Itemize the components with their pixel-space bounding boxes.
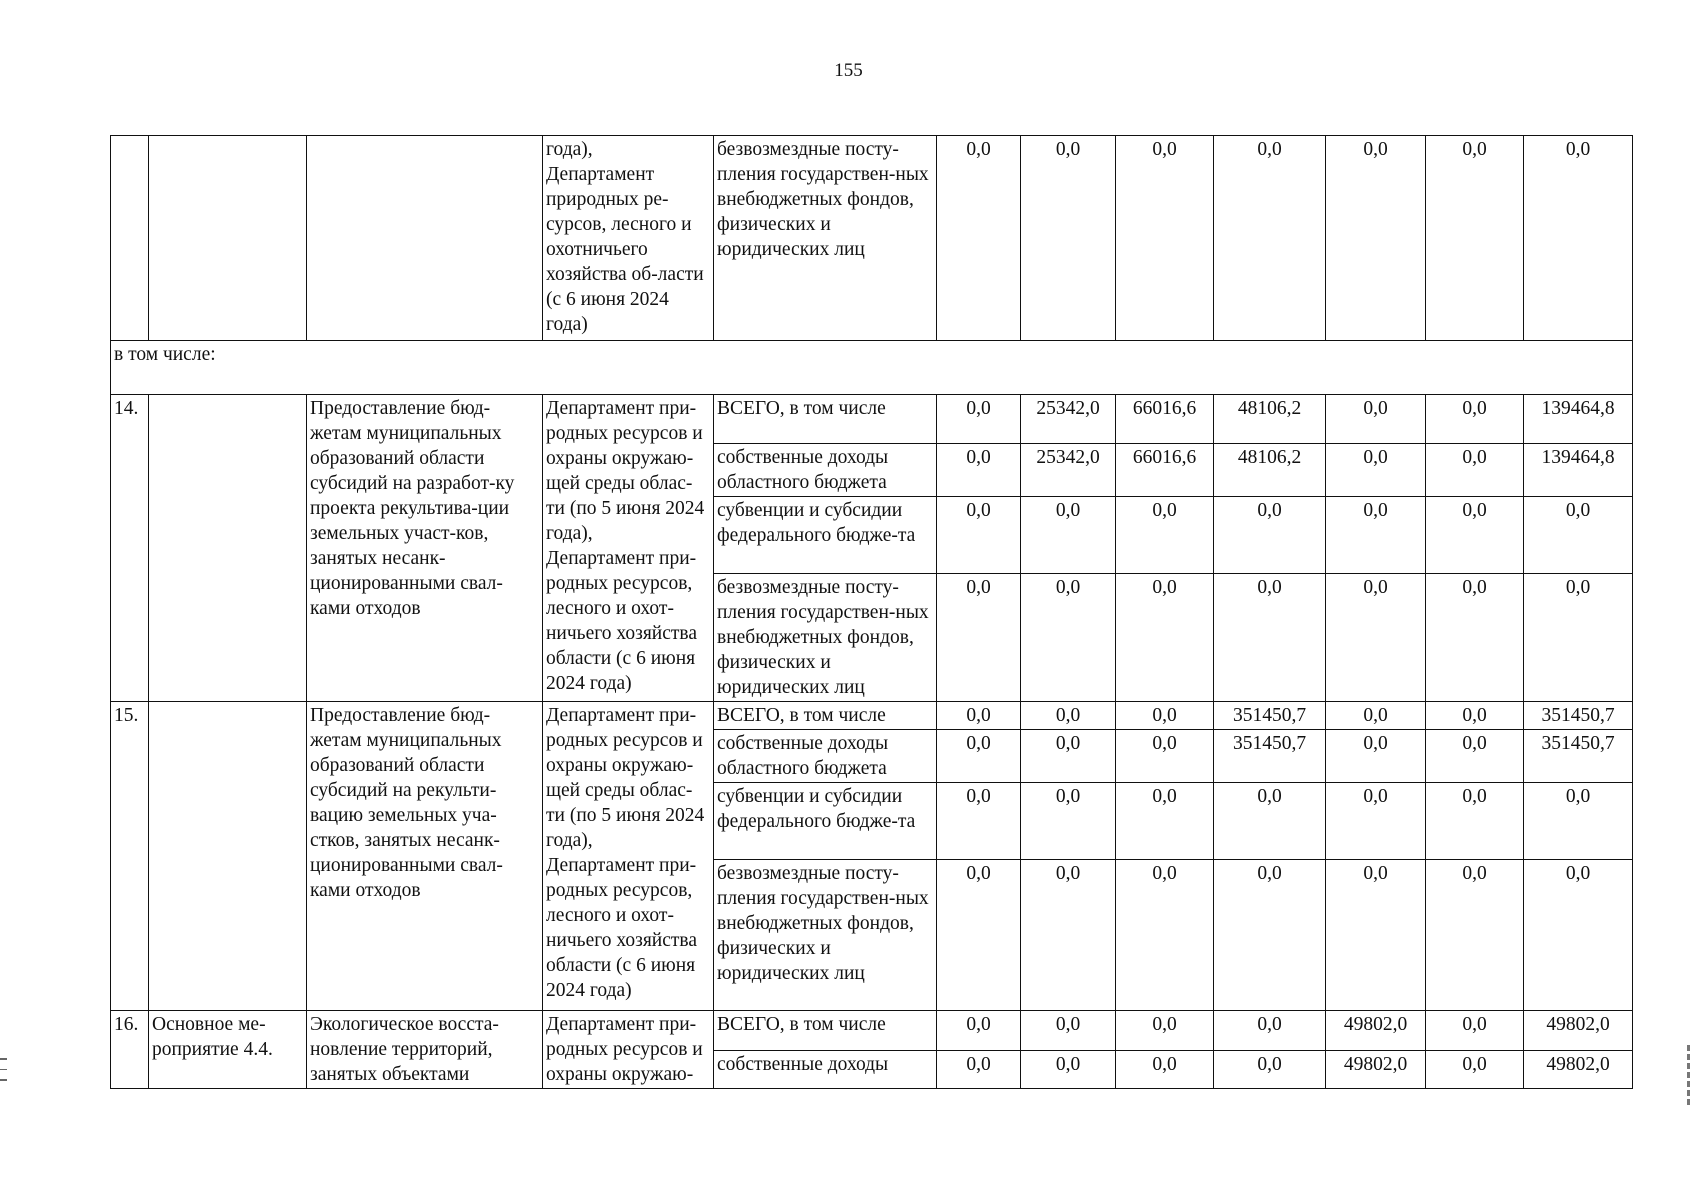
value-cell: 0,0 [937,730,1021,783]
value-cell: 0,0 [1426,860,1524,1011]
value-cell: 0,0 [937,574,1021,702]
value-cell: 48106,2 [1214,395,1326,444]
section-row [111,341,1633,395]
value-cell: 0,0 [1214,497,1326,574]
executor-cell: Департамент при-родных ресурсов и охраны окружаю-щей среды облас-ти (по 5 июня 2024 года), Департамент при-родных ресурсов, лесного и охот-ничьего хозяйства области (с 6 июня 2024 года) [543,395,714,702]
value-cell: 0,0 [1116,783,1214,860]
executor-cell: года), Департамент природных ре-сурсов, лесного и охотничьего хозяйства об-ласти (с 6 июня 2024 года) [543,136,714,341]
value-cell: 0,0 [1214,1011,1326,1051]
value-cell: 49802,0 [1524,1011,1633,1051]
value-cell: 66016,6 [1116,395,1214,444]
value-cell: 0,0 [1426,1051,1524,1089]
value-cell: 0,0 [1116,1051,1214,1089]
value-cell: 0,0 [1426,497,1524,574]
value-cell: 139464,8 [1524,444,1633,497]
value-cell: 0,0 [1116,574,1214,702]
value-cell: 351450,7 [1214,730,1326,783]
value-cell: 351450,7 [1524,730,1633,783]
row-number-cell: 15. [111,702,149,1011]
value-cell: 49802,0 [1326,1011,1426,1051]
value-cell: 0,0 [1426,730,1524,783]
funding-source-cell: собственные доходы [714,1051,937,1089]
value-cell: 351450,7 [1524,702,1633,730]
value-cell: 0,0 [1426,702,1524,730]
funding-source-cell: субвенции и субсидии федерального бюдже-та [714,783,937,860]
executor-cell: Департамент при-родных ресурсов и охраны окружаю- [543,1011,714,1089]
value-cell: 0,0 [1524,136,1633,341]
measure-cell [149,702,307,1011]
activity-name-cell: Экологическое восста-новление территорий, занятых объектами [307,1011,543,1089]
section-label: в том числе: [111,341,1633,395]
value-cell: 0,0 [1426,444,1524,497]
value-cell: 0,0 [1116,1011,1214,1051]
value-cell: 0,0 [1021,136,1116,341]
value-cell: 49802,0 [1524,1051,1633,1089]
value-cell: 0,0 [1326,574,1426,702]
value-cell: 0,0 [1326,395,1426,444]
value-cell: 0,0 [1524,497,1633,574]
funding-source-cell: субвенции и субсидии федерального бюдже-та [714,497,937,574]
value-cell: 0,0 [1426,1011,1524,1051]
funding-source-cell: собственные доходы областного бюджета [714,444,937,497]
scan-margin-marks [0,1058,8,1090]
funding-source-cell: безвозмездные посту-пления государствен-ных внебюджетных фондов, физических и юридических лиц [714,574,937,702]
value-cell: 0,0 [1524,860,1633,1011]
value-cell: 0,0 [1021,730,1116,783]
table-row [111,702,1633,730]
value-cell: 0,0 [1116,702,1214,730]
value-cell: 0,0 [1116,497,1214,574]
value-cell: 139464,8 [1524,395,1633,444]
value-cell: 0,0 [1426,395,1524,444]
table-row [111,136,1633,341]
value-cell: 0,0 [1214,136,1326,341]
value-cell: 0,0 [1021,1011,1116,1051]
value-cell: 0,0 [1214,574,1326,702]
value-cell: 0,0 [1021,574,1116,702]
value-cell: 0,0 [1326,783,1426,860]
row-number-cell [111,136,149,341]
value-cell: 0,0 [1326,136,1426,341]
value-cell: 0,0 [1214,1051,1326,1089]
value-cell: 0,0 [1116,730,1214,783]
value-cell: 0,0 [937,783,1021,860]
value-cell: 25342,0 [1021,444,1116,497]
value-cell: 0,0 [1116,860,1214,1011]
value-cell: 0,0 [1021,497,1116,574]
table-row [111,395,1633,444]
value-cell: 0,0 [937,444,1021,497]
value-cell: 0,0 [1326,730,1426,783]
table-row [111,1011,1633,1051]
value-cell: 48106,2 [1214,444,1326,497]
value-cell: 0,0 [1426,574,1524,702]
value-cell: 0,0 [937,1051,1021,1089]
value-cell: 0,0 [1021,860,1116,1011]
executor-cell: Департамент при-родных ресурсов и охраны окружаю-щей среды облас-ти (по 5 июня 2024 года), Департамент при-родных ресурсов, лесного и охот-ничьего хозяйства области (с 6 июня 2024 года) [543,702,714,1011]
value-cell: 0,0 [937,702,1021,730]
measure-cell [149,136,307,341]
value-cell: 0,0 [937,860,1021,1011]
funding-source-cell: собственные доходы областного бюджета [714,730,937,783]
value-cell: 351450,7 [1214,702,1326,730]
value-cell: 49802,0 [1326,1051,1426,1089]
value-cell: 0,0 [1021,1051,1116,1089]
row-number-cell: 14. [111,395,149,702]
value-cell: 0,0 [1326,497,1426,574]
activity-name-cell: Предоставление бюд-жетам муниципальных образований области субсидий на разработ-ку проекта рекультива-ции земельных участ-ков, занятых несанк-ционированными свал-ками отходов [307,395,543,702]
measure-cell [149,395,307,702]
value-cell: 0,0 [1214,783,1326,860]
funding-source-cell: безвозмездные посту-пления государствен-ных внебюджетных фондов, физических и юридических лиц [714,136,937,341]
value-cell: 0,0 [937,1011,1021,1051]
funding-source-cell: безвозмездные посту-пления государствен-ных внебюджетных фондов, физических и юридических лиц [714,860,937,1011]
scan-edge-mark [1687,1045,1697,1105]
row-number-cell: 16. [111,1011,149,1089]
value-cell: 0,0 [937,136,1021,341]
value-cell: 0,0 [1116,136,1214,341]
measure-cell: Основное ме-роприятие 4.4. [149,1011,307,1089]
activity-name-cell [307,136,543,341]
funding-source-cell: ВСЕГО, в том числе [714,395,937,444]
value-cell: 0,0 [1214,860,1326,1011]
funding-source-cell: ВСЕГО, в том числе [714,1011,937,1051]
value-cell: 66016,6 [1116,444,1214,497]
funding-source-cell: ВСЕГО, в том числе [714,702,937,730]
value-cell: 0,0 [937,497,1021,574]
value-cell: 0,0 [1021,783,1116,860]
value-cell: 0,0 [1326,702,1426,730]
value-cell: 0,0 [1326,444,1426,497]
value-cell: 25342,0 [1021,395,1116,444]
value-cell: 0,0 [937,395,1021,444]
value-cell: 0,0 [1524,574,1633,702]
value-cell: 0,0 [1426,783,1524,860]
value-cell: 0,0 [1326,860,1426,1011]
value-cell: 0,0 [1021,702,1116,730]
page-number: 155 [834,60,863,81]
value-cell: 0,0 [1524,783,1633,860]
value-cell: 0,0 [1426,136,1524,341]
activity-name-cell: Предоставление бюд-жетам муниципальных образований области субсидий на рекульти-вацию земельных уча-стков, занятых несанк-ционированными свал-ками отходов [307,702,543,1011]
budget-table [110,135,1633,1089]
